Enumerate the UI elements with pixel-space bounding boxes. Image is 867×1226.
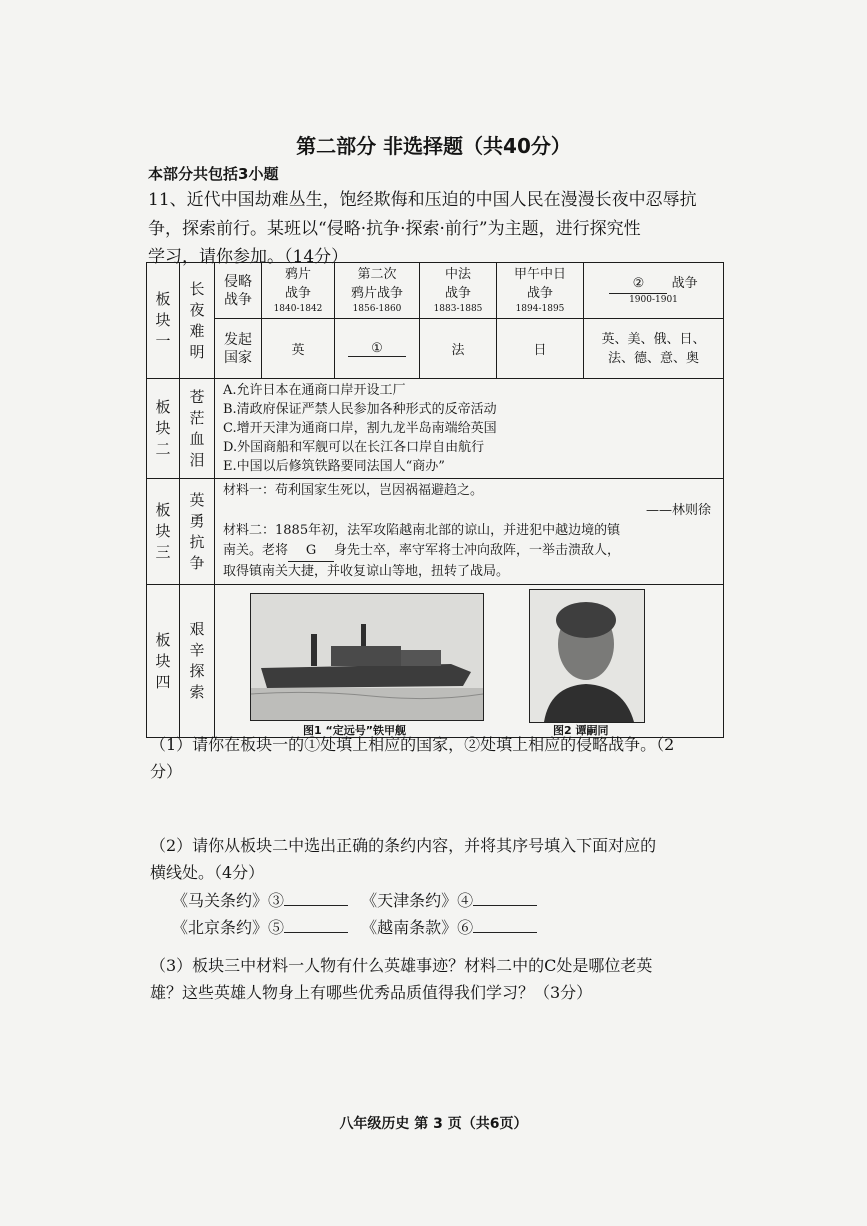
country-5: 英、美、俄、日、法、德、意、奥 [584,319,724,379]
blank-c[interactable]: G [288,541,334,562]
war-5: ② 战争 1900-1901 [584,263,724,319]
warship-graphic [251,594,483,720]
option-e: E.中国以后修筑铁路要同法国人“商办” [223,459,445,474]
block2-theme: 苍 茫 血 泪 [180,379,215,479]
q11-line3: 学习，请你参加。（14分） [148,247,349,267]
answer-5[interactable] [284,932,348,933]
option-c: C.增开天津为通商口岸，割九龙半岛南端给英国 [223,421,497,436]
material-1-author: ——林则徐 [645,503,711,518]
option-b: B.清政府保证严禁人民参加各种形式的反帝活动 [223,402,497,417]
material-2-b: 南关。老将 G 身先士卒，率守军将士冲向敌阵，一举击溃敌人， [223,541,715,562]
sub3-line2: 雄？这些英雄人物身上有哪些优秀品质值得我们学习？（3分） [150,983,593,1002]
war-2: 第二次 鸦片战争 1856-1860 [335,263,420,319]
material-2-a: 材料二：1885年初，法军攻陷越南北部的谅山，并进犯中越边境的镇 [223,523,621,538]
warship-photo [250,593,484,721]
answer-6[interactable] [473,932,537,933]
caption-2: 图2 谭嗣同 [553,724,609,737]
history-table [146,262,724,738]
portrait-graphic [530,590,644,722]
country-3: 法 [420,319,497,379]
blank-1[interactable]: ① [348,341,406,357]
country-4: 日 [497,319,584,379]
row-head-war: 侵略 战争 [215,263,262,319]
answer-4[interactable] [473,905,537,906]
materials [215,479,724,585]
blank-2[interactable]: ② [609,274,667,294]
page-footer: 八年级历史 第 3 页（共6页） [339,1116,528,1132]
block3-theme: 英 勇 抗 争 [180,479,215,585]
country-2 [335,319,420,379]
q11-line1: 11、近代中国劫难丛生，饱经欺侮和压迫的中国人民在漫漫长夜中忍辱抗 [148,190,697,210]
portrait-photo [529,589,645,723]
block1-theme: 长 夜 难 明 [180,263,215,379]
material-1: 材料一：苟利国家生死以，岂因祸福避趋之。 [223,483,484,498]
q11-line2: 争，探索前行。某班以“侵略·抗争·探索·前行”为主题，进行探究性 [148,219,641,239]
sub2-line1: （2）请你从板块二中选出正确的条约内容，并将其序号填入下面对应的 [150,836,657,855]
caption-1: 图1 “定远号”铁甲舰 [303,724,406,737]
block2-label: 板 块 二 [147,379,180,479]
sub1-line1: （1）请你在板块一的①处填上相应的国家，②处填上相应的侵略战争。（2 [150,735,675,754]
war-4: 甲午中日 战争 1894-1895 [497,263,584,319]
sub3-line1: （3）板块三中材料一人物有什么英雄事迹？材料二中的C处是哪位老英 [150,956,653,975]
part-intro: 本部分共包括3小题 [148,165,279,183]
option-d: D.外国商船和军舰可以在长江各口岸自由航行 [223,440,485,455]
block4-label: 板 块 四 [147,585,180,738]
option-a: A.允许日本在通商口岸开设工厂 [223,383,406,398]
answer-3[interactable] [284,905,348,906]
war-3: 中法 战争 1883-1885 [420,263,497,319]
part-title: 第二部分 非选择题（共40分） [296,134,571,158]
images-cell [215,585,724,738]
block1-label: 板 块 一 [147,263,180,379]
treaty-row-2: 《北京条约》⑤ 《越南条款》⑥ [172,915,537,938]
treaty-row-1: 《马关条约》③ 《天津条约》④ [172,888,537,911]
sub1-line2: 分） [150,762,183,781]
block3-label: 板 块 三 [147,479,180,585]
country-1: 英 [262,319,335,379]
treaty-options [215,379,724,479]
material-2-c: 取得镇南关大捷，并收复谅山等地，扭转了战局。 [223,564,510,579]
sub2-line2: 横线处。（4分） [150,863,265,882]
row-head-country: 发起 国家 [215,319,262,379]
war-1: 鸦片 战争 1840-1842 [262,263,335,319]
block4-theme: 艰 辛 探 索 [180,585,215,738]
